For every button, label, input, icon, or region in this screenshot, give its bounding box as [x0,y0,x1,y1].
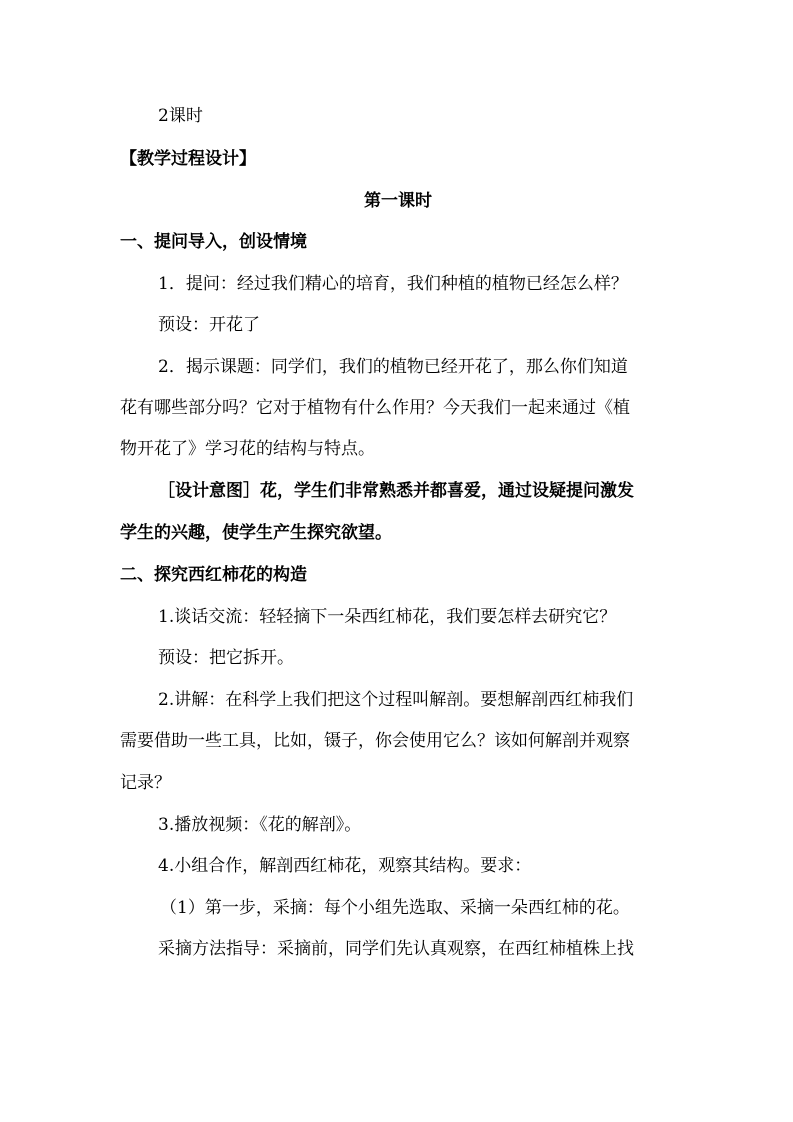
part2-item2-line1: 2.讲解：在科学上我们把这个过程叫解剖。要想解剖西红柿我们 [158,690,634,710]
part1-item2-line3: 物开花了》学习花的结构与特点。 [120,439,375,459]
part2-item3: 3.播放视频：《花的解剖》。 [158,815,362,835]
part1-item1: 1．提问：经过我们精心的培育，我们种植的植物已经怎么样？ [158,274,628,294]
section-header: 【教学过程设计】 [120,149,256,169]
part2-item1: 1.谈话交流：轻轻摘下一朵西红柿花，我们要怎样去研究它？ [158,607,617,627]
part1-item2-line2: 花有哪些部分吗？它对于植物有什么作用？今天我们一起来通过《植 [120,398,630,418]
design-intent-line1: ［设计意图］花，学生们非常熟悉并都喜爱，通过设疑提问激发 [158,481,634,501]
part2-item4: 4.小组合作，解剖西红柿花，观察其结构。要求： [158,856,532,876]
part2-item2-line2: 需要借助一些工具，比如，镊子，你会使用它么？该如何解剖并观察 [120,731,630,751]
part1-heading: 一、提问导入，创设情境 [120,232,307,252]
lesson-title: 第一课时 [364,191,432,211]
part2-preset1: 预设：把它拆开。 [158,648,294,668]
part1-item2-line1: 2．揭示课题：同学们，我们的植物已经开花了，那么你们知道 [158,357,628,377]
design-intent-line2: 学生的兴趣，使学生产生探究欲望。 [120,523,392,543]
part2-heading: 二、探究西红柿花的构造 [120,565,307,585]
part2-method-line1: 采摘方法指导：采摘前，同学们先认真观察，在西红柿植株上找 [158,939,634,959]
part2-step1: （1）第一步，采摘：每个小组先选取、采摘一朵西红柿的花。 [160,898,630,918]
part2-item2-line3: 记录？ [120,773,171,793]
lesson-hours: 2课时 [158,106,203,126]
part1-preset1: 预设：开花了 [158,315,260,335]
